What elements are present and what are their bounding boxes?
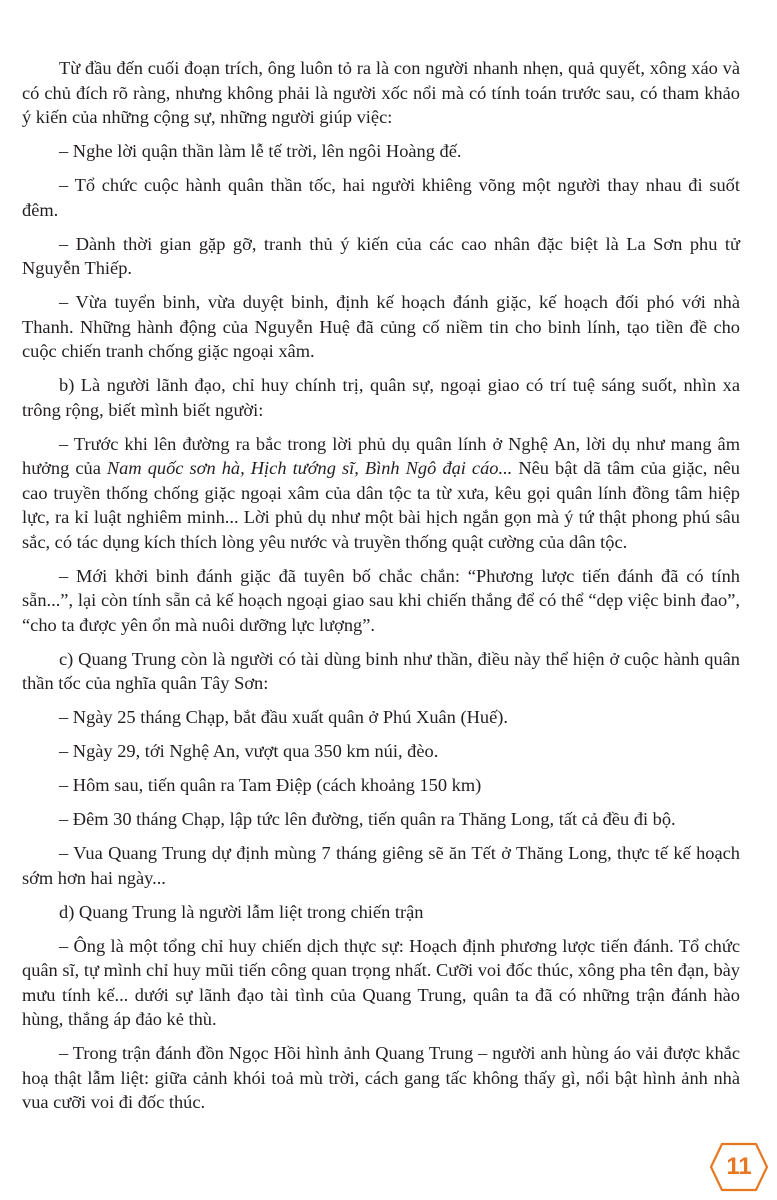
- section-c-heading: c) Quang Trung còn là người có tài dùng binh như thần, điều này thể hiện ở cuộc hành quân thần tốc của nghĩa quân Tây Sơn:: [22, 648, 740, 693]
- paragraph-13: – Đêm 30 tháng Chạp, lập tức lên đường, tiến quân ra Thăng Long, tất cả đều đi bộ.: [59, 809, 676, 829]
- paragraph-4: – Dành thời gian gặp gỡ, tranh thủ ý kiến của các cao nhân đặc biệt là La Sơn phu tử Nguyễn Thiếp.: [22, 233, 740, 278]
- section-b-heading: b) Là người lãnh đạo, chỉ huy chính trị, quân sự, ngoại giao có trí tuệ sáng suốt, nhìn xa trông rộng, biết mình biết người:: [22, 375, 740, 420]
- body-text: [22, 56, 740, 1124]
- paragraph-7-pre: – Trước khi lên đường ra bắc trong lời phủ dụ quân lính ở Nghệ An, lời dụ như mang âm hưởng của: [22, 433, 740, 478]
- section-d-heading: d) Quang Trung là người lẫm liệt trong chiến trận: [59, 901, 424, 922]
- page-number: 11: [726, 1153, 752, 1180]
- paragraph-14: – Vua Quang Trung dự định mùng 7 tháng giêng sẽ ăn Tết ở Thăng Long, thực tế kế hoạch sớm hơn hai ngày...: [22, 843, 740, 888]
- paragraph-11: – Ngày 29, tới Nghệ An, vượt qua 350 km núi, đèo.: [59, 741, 439, 761]
- paragraph-2: – Nghe lời quận thần làm lễ tế trời, lên ngôi Hoàng đế.: [59, 141, 462, 161]
- paragraph-12: – Hôm sau, tiến quân ra Tam Điệp (cách khoảng 150 km): [59, 775, 482, 795]
- paragraph-7-post: Nêu bật dã tâm của giặc, nêu cao truyền thống chống giặc ngoại xâm của dân tộc ta từ xưa, kêu gọi quân lính đồng tâm hiệp lực, ra kỉ luật nghiêm minh... Lời phủ dụ như một bài hịch ngắn gọn mà ý tứ thật phong phú sâu sắc, có tác dụng kích thích lòng yêu nước và truyền thống quật cường của dân tộc.: [22, 458, 740, 552]
- paragraph-7-italic-works: Nam quốc sơn hà, Hịch tướng sĩ, Bình Ngô đại cáo...: [106, 458, 513, 478]
- paragraph-17: – Trong trận đánh đồn Ngọc Hồi hình ảnh Quang Trung – người anh hùng áo vải được khắc hoạ thật lẫm liệt: giữa cảnh khói toả mù trời, cách gang tấc không thấy gì, nổi bật hình ảnh nhà vua cưỡi voi đi đốc thúc.: [22, 1043, 740, 1112]
- paragraph-3: – Tổ chức cuộc hành quân thần tốc, hai người khiêng võng một người thay nhau đi suốt đêm.: [22, 175, 740, 220]
- paragraph-7: [22, 432, 740, 555]
- paragraph-5: – Vừa tuyển binh, vừa duyệt binh, định kế hoạch đánh giặc, kế hoạch đối phó với nhà Thanh. Những hành động của Nguyễn Huệ đã củng cố niềm tin cho binh lính, tạo tiền đề cho cuộc chiến tranh chống giặc ngoại xâm.: [22, 292, 740, 361]
- page-number-badge: [708, 1141, 770, 1193]
- paragraph-8: – Mới khởi binh đánh giặc đã tuyên bố chắc chắn: “Phương lược tiến đánh đã có tính sẵn...”, lại còn tính sẵn cả kế hoạch ngoại giao sau khi chiến thắng để có thể “dẹp việc binh đao”, “cho ta được yên ổn mà nuôi dưỡng lực lượng”.: [22, 565, 740, 635]
- paragraph-1: Từ đầu đến cuối đoạn trích, ông luôn tỏ ra là con người nhanh nhẹn, quả quyết, xông xáo và có chủ đích rõ ràng, nhưng không phải là người xốc nổi mà có tính toán trước sau, có tham khảo ý kiến của những cộng sự, những người giúp việc:: [22, 58, 740, 127]
- paragraph-16: – Ông là một tổng chỉ huy chiến dịch thực sự: Hoạch định phương lược tiến đánh. Tổ chức quân sĩ, tự mình chỉ huy mũi tiến công quan trọng nhất. Cưỡi voi đốc thúc, xông pha tên đạn, bày mưu tính kế... dưới sự lãnh đạo tài tình của Quang Trung, quân ta đã có những trận đánh hào hùng, thắng áp đảo kẻ thù.: [22, 935, 740, 1029]
- paragraph-10: – Ngày 25 tháng Chạp, bắt đầu xuất quân ở Phú Xuân (Huế).: [59, 707, 508, 727]
